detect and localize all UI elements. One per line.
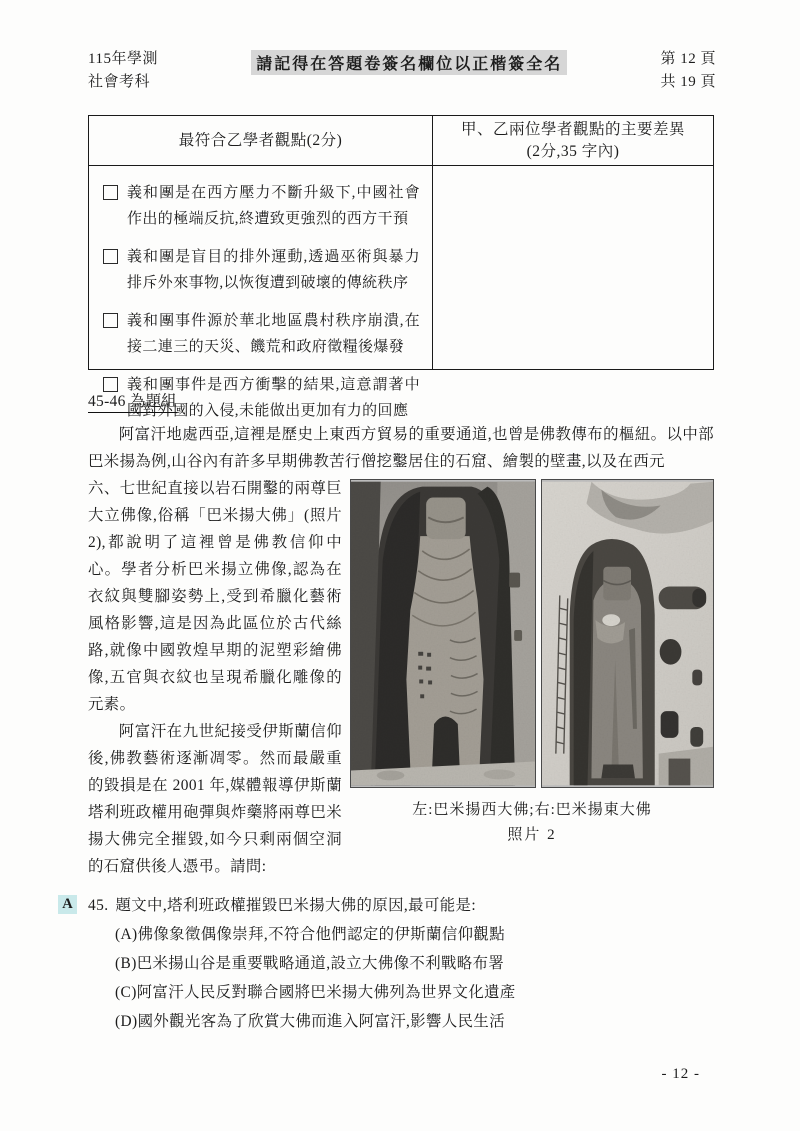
- current-page-label: 第 12 頁: [660, 51, 716, 67]
- col2-header-line1: 甲、乙兩位學者觀點的主要差異: [460, 120, 685, 138]
- question-option-d: (D)國外觀光客為了欣賞大佛而進入阿富汗,影響人民生活: [115, 1013, 505, 1030]
- total-pages-label: 共 19 頁: [660, 74, 716, 90]
- footer-page-number: - 12 -: [661, 1066, 700, 1082]
- checkbox[interactable]: [103, 313, 118, 328]
- question-option-a: (A)佛像象徵偶像崇拜,不符合他們認定的伊斯蘭信仰觀點: [115, 926, 505, 943]
- passage-paragraph-1-wrapped: 六、七世紀直接以岩石開鑿的兩尊巨大立佛像,俗稱「巴米揚大佛」(照片 2),都說明了這裡曾是佛教信仰中心。學者分析巴米揚立佛像,認為在衣紋與雙腳姿勢上,受到希臘化藝術風格影響,這是因為此區位於古代絲路,就像中國敦煌早期的泥塑彩繪佛像,五官與衣紋也呈現希臘化雕像的元素。: [88, 480, 342, 713]
- exam-identification: [88, 48, 158, 94]
- col2-header-line2: (2分,35 字內): [526, 142, 620, 160]
- exam-subject: 社會考科: [88, 74, 151, 90]
- question-45-stem: [88, 892, 714, 920]
- option-row: [101, 308, 420, 360]
- checkbox-label: 義和團是在西方壓力不斷升級下,中國社會作出的極端反抗,終遭致更強烈的西方干預: [127, 185, 420, 227]
- checkbox-label: 義和團是盲目的排外運動,透過巫術與暴力排斥外來事物,以恢復遭到破壞的傳統秩序: [127, 249, 420, 291]
- answer-table-col2-header: [432, 116, 713, 166]
- option-row: [101, 244, 420, 296]
- exam-year: 115年學測: [88, 51, 158, 67]
- signature-notice: 請記得在答題卷簽名欄位以正楷簽全名: [251, 50, 567, 75]
- page-indicator: [660, 48, 716, 94]
- checkbox[interactable]: [103, 185, 118, 200]
- checkbox[interactable]: [103, 249, 118, 264]
- passage-paragraph-2: 阿富汗在九世紀接受伊斯蘭信仰後,佛教藝術逐漸凋零。然而最嚴重的毀損是在 2001 年,媒體報導伊斯蘭塔利班政權用砲彈與炸藥將兩尊巴米揚大佛完全摧毀,如今只剩兩個空洞的石窟供後人憑弔。請問:: [88, 723, 342, 875]
- answer-key-badge: A: [58, 895, 77, 914]
- question-number: 45.: [88, 897, 109, 914]
- photo-number-label: 照片 2: [507, 827, 557, 843]
- question-stem-text: 題文中,塔利班政權摧毀巴米揚大佛的原因,最可能是:: [115, 897, 477, 914]
- page-header: [88, 48, 716, 94]
- question-option-c: (C)阿富汗人民反對聯合國將巴米揚大佛列為世界文化遺產: [115, 984, 516, 1001]
- bamiyan-west-buddha-photo: [350, 479, 536, 788]
- passage: [88, 421, 714, 880]
- question-45-options: [88, 920, 714, 1036]
- checkbox-label: 義和團事件是西方衝擊的結果,這意謂著中國對外國的入侵,未能做出更加有力的回應: [127, 377, 420, 419]
- question-group-45-46: [62, 389, 714, 1036]
- answer-blank-cell[interactable]: [432, 166, 713, 369]
- photo-figure: [350, 479, 714, 844]
- question-45: [62, 880, 714, 1036]
- photo-caption: 左:巴米揚西大佛;右:巴米揚東大佛: [412, 802, 652, 818]
- checkbox-label: 義和團事件源於華北地區農村秩序崩潰,在接二連三的天災、饑荒和政府徵糧後爆發: [127, 313, 420, 355]
- answer-table-col1-header: [89, 116, 432, 166]
- question-option-b: (B)巴米揚山谷是重要戰略通道,設立大佛像不利戰略布署: [115, 955, 505, 972]
- answer-table-header-row: [89, 116, 713, 166]
- buddha-photos: [350, 479, 714, 788]
- col1-header-text: 最符合乙學者觀點(2分): [178, 131, 343, 149]
- bamiyan-east-buddha-photo: [541, 479, 714, 788]
- option-row: [101, 180, 420, 232]
- group-title: 45-46 為題組: [88, 389, 177, 413]
- passage-paragraph-1: 阿富汗地處西亞,這裡是歷史上東西方貿易的重要通道,也曾是佛教傳布的樞紐。以中部巴米揚為例,山谷內有許多早期佛教苦行僧挖鑿居住的石窟、繪製的壁畫,以及在西元: [88, 426, 714, 470]
